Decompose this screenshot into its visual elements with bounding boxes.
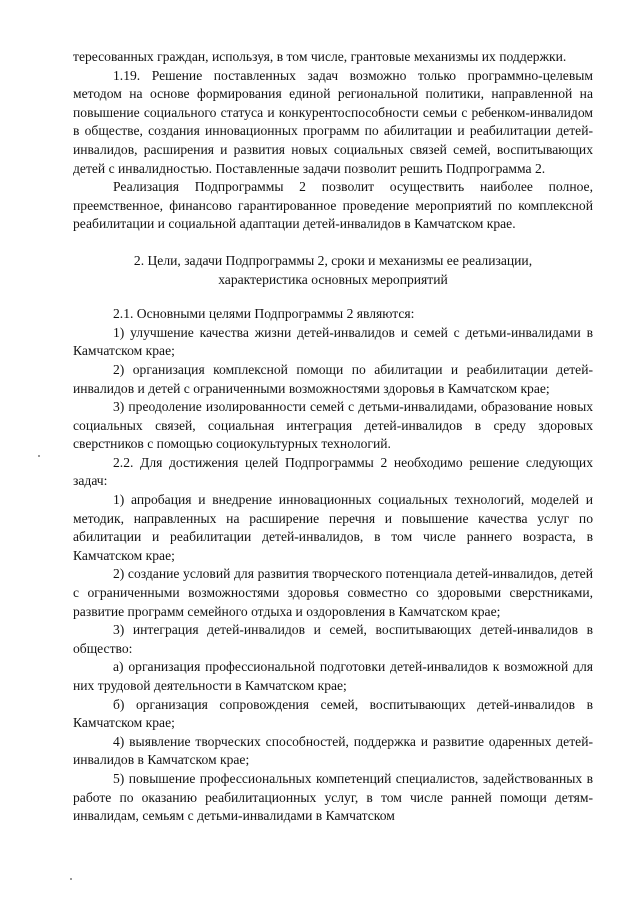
goal-item-3: 3) преодоление изолированности семей с детьми-инвалидами, образование новых социальных связей, социальная интеграция детей-инвалидов в среду здоровых сверстников с помощью социокультурных технологий. [73, 399, 593, 452]
paragraph-implementation: Реализация Подпрограммы 2 позволит осуществить наиболее полное, преемственное, финансово гарантированное проведение мероприятий по комплексной реабилитации и социальной адаптации детей-инвалидов в Камчатском крае. [73, 179, 593, 232]
margin-mark [70, 878, 72, 880]
paragraph-2-1: 2.1. Основными целями Подпрограммы 2 являются: [113, 306, 415, 322]
paragraph-1-19: 1.19. Решение поставленных задач возможно только программно-целевым методом на основе формирования единой региональной политики, направленной на повышение социального статуса и конкурентоспособности семьи с ребенком-инвалидом в обществе, создания инновационных программ по абилитации и реабилитации детей-инвалидов, расширения и развития новых социальных связей семей, воспитывающих детей с инвалидностью. Поставленные задачи позволит решить Подпрограмма 2. [73, 67, 593, 176]
task-item-2: 2) создание условий для развития творческого потенциала детей-инвалидов, детей с ограниченными возможностями здоровья совместно со здоровыми сверстниками, развитие программ семейного отдыха и оздоровления в Камчатском крае; [73, 566, 593, 619]
task-item-3: 3) интеграция детей-инвалидов и семей, воспитывающих детей-инвалидов в общество: [73, 622, 593, 656]
task-item-3a: а) организация профессиональной подготовки детей-инвалидов к возможной для них трудовой деятельности в Камчатском крае; [73, 659, 593, 693]
margin-mark [38, 455, 40, 457]
goal-item-1: 1) улучшение качества жизни детей-инвалидов и семей с детьми-инвалидами в Камчатском крае; [73, 324, 593, 359]
paragraph-2-2: 2.2. Для достижения целей Подпрограммы 2 необходимо решение следующих задач: [73, 454, 593, 489]
task-item-1: 1) апробация и внедрение инновационных социальных технологий, моделей и методик, направленных на расширение перечня и повышение качества услуг по абилитации и реабилитации детей-инвалидов, в том числе раннего возраста, в Камчатском крае; [73, 492, 593, 563]
task-item-5: 5) повышение профессиональных компетенций специалистов, задействованных в работе по оказанию реабилитационных услуг, в том числе ранней помощи детям-инвалидам, семьям с детьми-инвалидами в Камчатском [73, 770, 593, 824]
section-heading-line-1: 2. Цели, задачи Подпрограммы 2, сроки и механизмы ее реализации, [133, 252, 533, 268]
goal-item-2: 2) организация комплексной помощи по абилитации и реабилитации детей-инвалидов и детей с ограниченными возможностями здоровья в Камчатском крае; [73, 361, 593, 396]
section-heading-line-2: характеристика основных мероприятий [218, 271, 448, 287]
document-text [73, 48, 593, 826]
task-item-4: 4) выявление творческих способностей, поддержка и развитие одаренных детей-инвалидов в Камчатском крае; [73, 733, 593, 768]
section-heading [73, 252, 593, 289]
task-item-3b: б) организация сопровождения семей, воспитывающих детей-инвалидов в Камчатском крае; [73, 696, 593, 731]
paragraph-continued: тересованных граждан, используя, в том числе, грантовые механизмы их поддержки. [73, 49, 567, 64]
